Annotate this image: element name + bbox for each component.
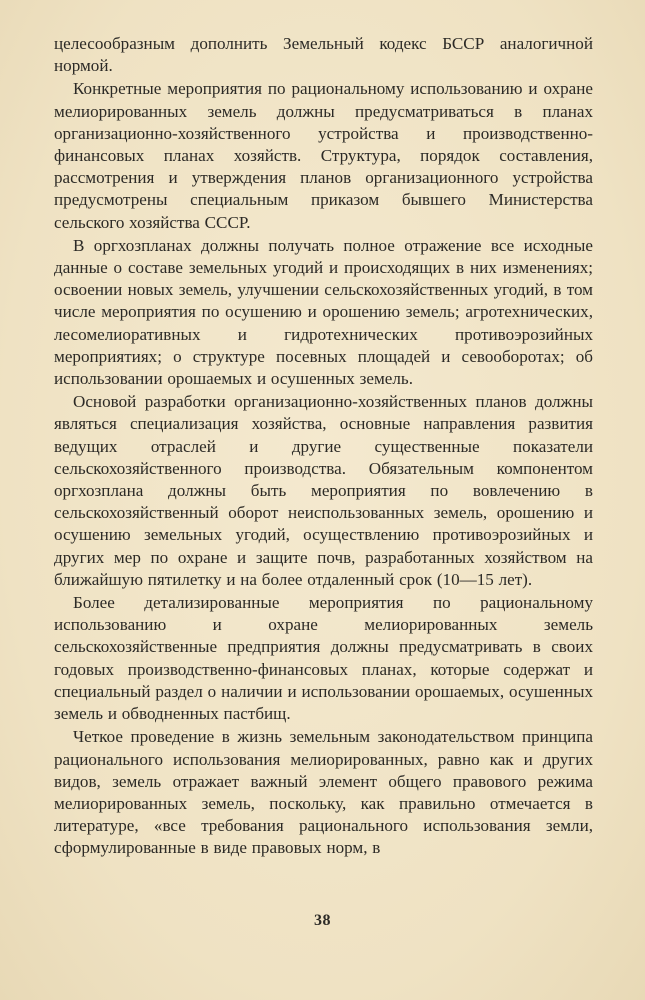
body-text bbox=[54, 33, 593, 860]
paragraph-2: Конкретные мероприятия по рациональному использованию и охране мелиорированных земель должны предусматриваться в планах организационно-хозяйственного устройства и производственно-финансовых планах хозяйств. Структура, порядок составления, рассмотрения и утверждения планов организационного устройства предусмотрены специальным приказом бывшего Министерства сельского хозяйства СССР. bbox=[54, 79, 593, 232]
page-number: 38 bbox=[314, 912, 331, 929]
paragraph-1: целесообразным дополнить Земельный кодекс БССР аналогичной нормой. bbox=[54, 34, 593, 76]
paragraph-5: Более детализированные мероприятия по рациональному использованию и охране мелиорированных земель сельскохозяйственные предприятия должны предусматривать в своих годовых производственно-финансовых планах, которые содержат и специальный раздел о наличии и использовании орошаемых, осушенных земель и обводненных пастбищ. bbox=[54, 593, 593, 724]
paragraph-6: Четкое проведение в жизнь земельным законодательством принципа рационального использования мелиорированных, равно как и других видов, земель отражает важный элемент общего правового режима мелиорированных земель, поскольку, как правильно отмечается в литературе, «все требования рационального использования земли, сформулированные в виде правовых норм, в bbox=[54, 727, 593, 858]
paragraph-4: Основой разработки организационно-хозяйственных планов должны являться специализация хозяйства, основные направления развития ведущих отраслей и другие существенные показатели сельскохозяйственного производства. Обязательным компонентом оргхозплана должны быть мероприятия по вовлечению в сельскохозяйственный оборот неиспользованных земель, орошению и осушению земельных угодий, осуществлению противоэрозийных и других мер по охране и защите почв, разработанных хозяйством на ближайшую пятилетку и на более отдаленный срок (10—15 лет). bbox=[54, 392, 593, 589]
paragraph-3: В оргхозпланах должны получать полное отражение все исходные данные о составе земельных угодий и происходящих в них изменениях; освоении новых земель, улучшении сельскохозяйственных угодий, в том числе мероприятия по осушению и орошению земель; агротехнических, лесомелиоративных и гидротехнических противоэрозийных мероприятиях; о структуре посевных площадей и севооборотах; об использовании орошаемых и осушенных земель. bbox=[54, 235, 593, 389]
